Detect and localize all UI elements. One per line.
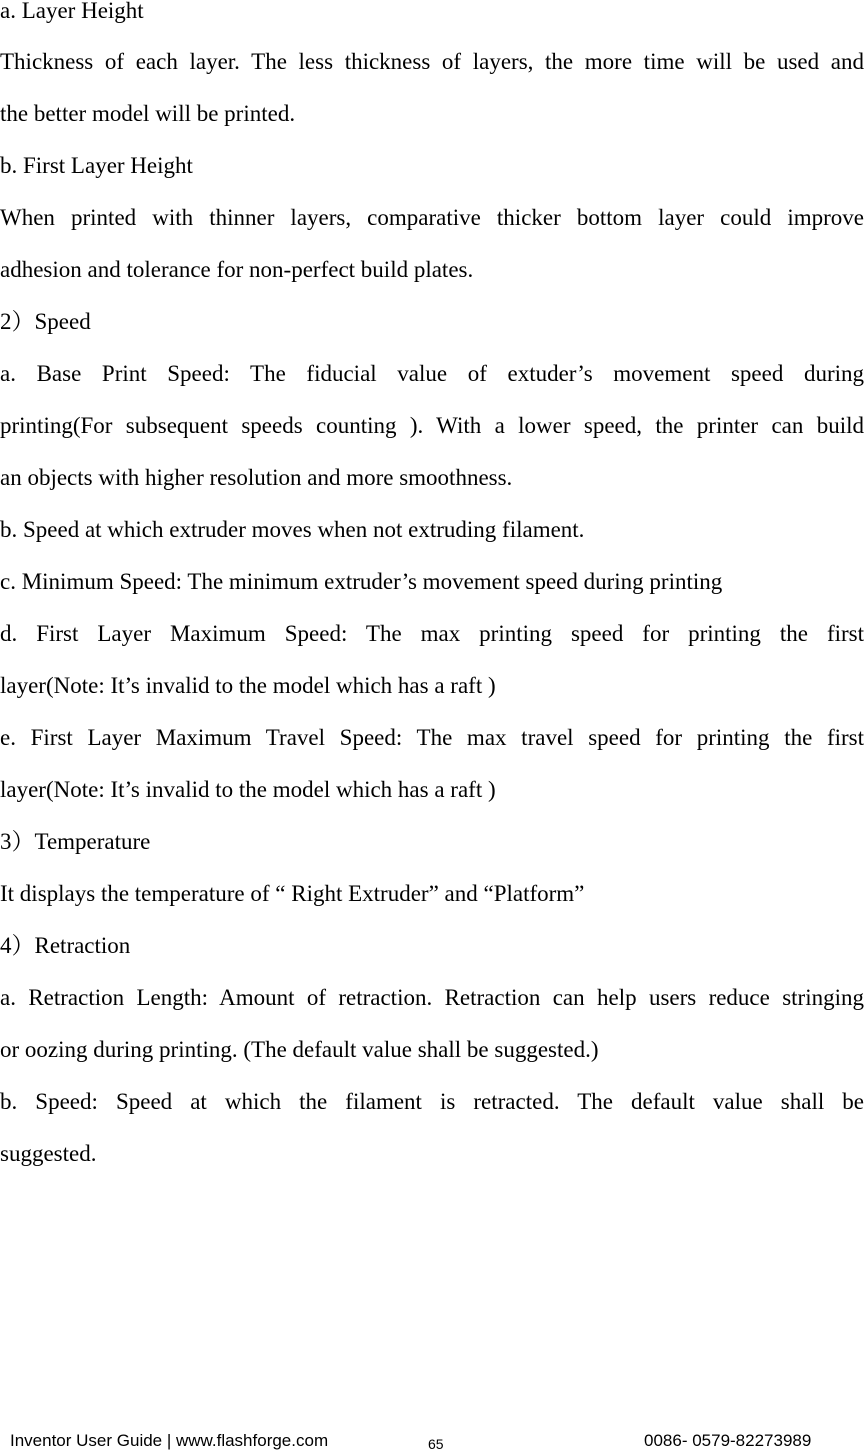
paragraph-line: layer(Note: It’s invalid to the model which has a raft ) bbox=[0, 777, 496, 802]
paragraph-line: It displays the temperature of “ Right Extruder” and “Platform” bbox=[0, 881, 585, 906]
paragraph-line: adhesion and tolerance for non-perfect build plates. bbox=[0, 257, 474, 282]
section-heading-temperature: 3）Temperature bbox=[0, 829, 151, 854]
section-heading-retraction: 4）Retraction bbox=[0, 933, 131, 958]
paragraph-line: or oozing during printing. (The default value shall be suggested.) bbox=[0, 1037, 599, 1062]
heading-layer-height: a. Layer Height bbox=[0, 0, 144, 23]
paragraph-line: e. First Layer Maximum Travel Speed: The max travel speed for printing the first bbox=[0, 725, 864, 750]
paragraph-line: b. Speed at which extruder moves when not extruding filament. bbox=[0, 517, 585, 542]
paragraph-line: When printed with thinner layers, comparative thicker bottom layer could improve bbox=[0, 205, 864, 230]
footer-phone: 0086- 0579-82273989 bbox=[644, 1431, 812, 1450]
heading-first-layer-height: b. First Layer Height bbox=[0, 153, 193, 178]
paragraph-line: a. Base Print Speed: The fiducial value of extuder’s movement speed during bbox=[0, 361, 864, 386]
section-heading-speed: 2）Speed bbox=[0, 309, 91, 334]
paragraph-line: b. Speed: Speed at which the filament is retracted. The default value shall be bbox=[0, 1089, 864, 1114]
paragraph-line: c. Minimum Speed: The minimum extruder’s movement speed during printing bbox=[0, 569, 723, 594]
paragraph-line: layer(Note: It’s invalid to the model which has a raft ) bbox=[0, 673, 496, 698]
paragraph-line: Thickness of each layer. The less thickness of layers, the more time will be used and bbox=[0, 49, 864, 74]
paragraph-line: suggested. bbox=[0, 1141, 97, 1166]
page-number: 65 bbox=[428, 1436, 444, 1452]
paragraph-line: the better model will be printed. bbox=[0, 101, 296, 126]
paragraph-line: printing(For subsequent speeds counting ). With a lower speed, the printer can build bbox=[0, 413, 864, 438]
paragraph-line: an objects with higher resolution and more smoothness. bbox=[0, 465, 513, 490]
paragraph-line: d. First Layer Maximum Speed: The max printing speed for printing the first bbox=[0, 621, 864, 646]
page-footer bbox=[0, 1430, 864, 1452]
paragraph-line: a. Retraction Length: Amount of retraction. Retraction can help users reduce stringing bbox=[0, 985, 864, 1010]
footer-guide-text: Inventor User Guide | www.flashforge.com bbox=[10, 1431, 329, 1450]
